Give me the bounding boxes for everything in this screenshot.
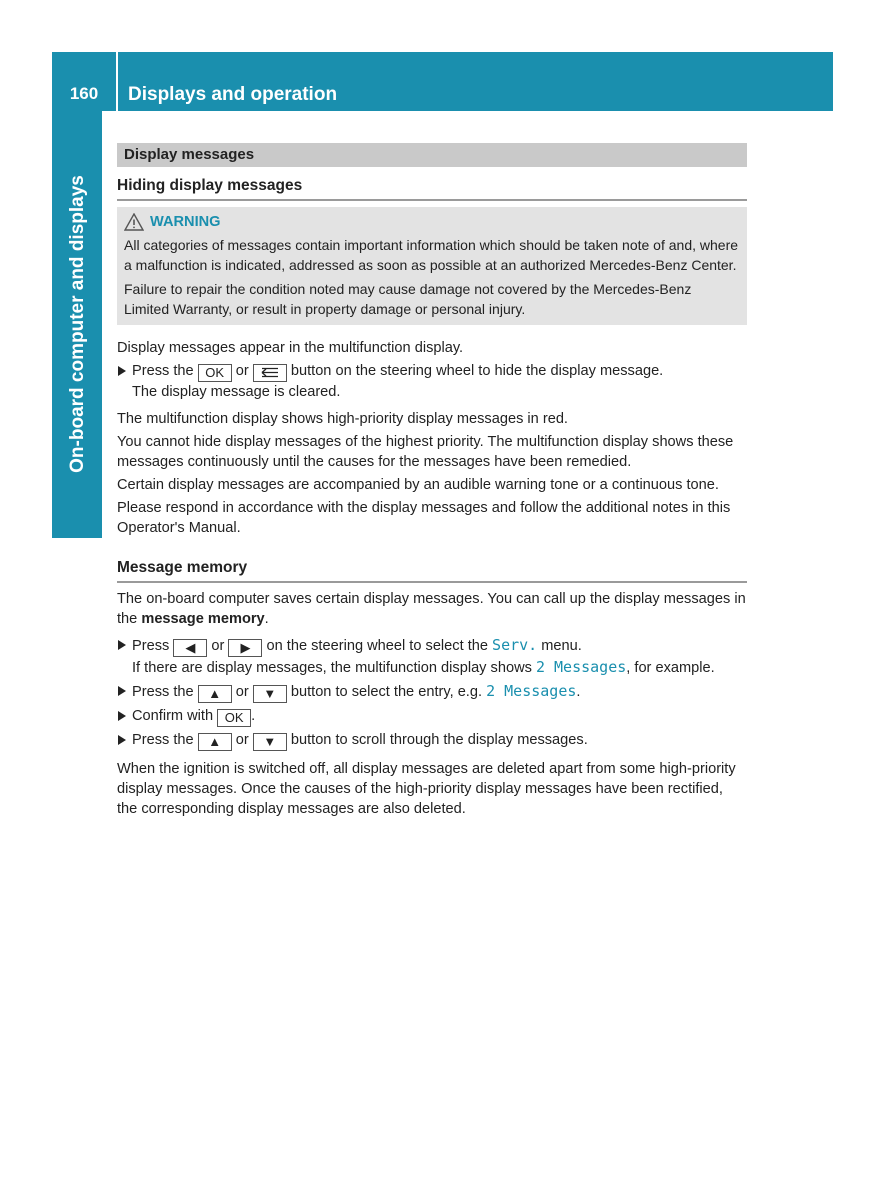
hiding-heading: Hiding display messages: [117, 176, 747, 201]
warning-triangle-icon: [124, 213, 144, 231]
result-text: If there are display messages, the multifunction display shows: [132, 660, 536, 676]
step-text: or: [207, 638, 229, 654]
step-text: Press the: [132, 684, 198, 700]
para-cannot-hide: You cannot hide display messages of the highest priority. The multifunction display shows these messages continuously until the causes for the messages have been remedied.: [117, 434, 734, 470]
memory-closing: When the ignition is switched off, all display messages are deleted apart from some high-priority display messages. Once the causes of the high-priority display messages have been rectified, the corresponding display messages are also deleted.: [117, 761, 736, 817]
step-text: .: [251, 708, 256, 724]
hiding-step-1: [117, 361, 747, 382]
page-number: 160: [69, 84, 99, 103]
back-arrow-icon: [260, 367, 280, 378]
step-text: button to scroll through the display messages.: [286, 732, 588, 748]
warning-title: WARNING: [150, 214, 221, 230]
section-title: Display messages: [117, 143, 747, 167]
para-warning-tone: Certain display messages are accompanied by an audible warning tone or a continuous tone.: [117, 477, 719, 493]
memory-step-3: [117, 706, 747, 727]
step-text: Press: [132, 638, 174, 654]
intro-text: The on-board computer saves certain display messages. You can call up the display messages in the: [117, 591, 746, 627]
back-button-key: [253, 364, 287, 382]
side-tab-label: On-board computer and displays: [67, 175, 88, 473]
left-key: ◀: [173, 639, 207, 657]
para-respond: Please respond in accordance with the display messages and follow the additional notes in this Operator's Manual.: [117, 500, 731, 536]
memory-step-1-result: [117, 657, 747, 678]
step-text: button on the steering wheel to hide the display message.: [286, 363, 664, 379]
memory-step-4: [117, 730, 747, 751]
step-text: .: [576, 684, 581, 700]
warning-title-row: [124, 212, 740, 232]
memory-step-1: [117, 635, 747, 657]
down-key: ▼: [253, 685, 287, 703]
page-title: Displays and operation: [128, 84, 338, 105]
hiding-step-1-result: The display message is cleared.: [132, 384, 341, 400]
step-text: Press the: [132, 732, 198, 748]
warning-box: [117, 207, 747, 325]
memory-heading: Message memory: [117, 558, 747, 583]
right-key: ▶: [228, 639, 262, 657]
up-key: ▲: [198, 733, 232, 751]
up-key: ▲: [198, 685, 232, 703]
hiding-intro: Display messages appear in the multifunction display.: [117, 340, 464, 356]
memory-step-2: [117, 681, 747, 703]
display-code: Serv.: [492, 636, 538, 654]
step-text: Confirm with: [132, 708, 218, 724]
down-key: ▼: [253, 733, 287, 751]
step-text: button to select the entry, e.g.: [286, 684, 487, 700]
header-divider: [116, 52, 118, 111]
intro-text: .: [264, 611, 269, 627]
display-code: 2 Messages: [486, 682, 577, 700]
step-text: or: [231, 684, 253, 700]
display-code: 2 Messages: [535, 658, 627, 676]
warning-text-2: Failure to repair the condition noted may cause damage not covered by the Mercedes-Benz Limited Warranty, or result in property damage or personal injury.: [124, 281, 692, 317]
step-text: or: [231, 732, 253, 748]
ok-key: OK: [198, 364, 232, 382]
step-text: menu.: [537, 638, 582, 654]
step-text: Press the: [132, 363, 198, 379]
ok-key: OK: [217, 709, 251, 727]
para-red: The multifunction display shows high-priority display messages in red.: [117, 411, 568, 427]
result-text: , for example.: [626, 660, 715, 676]
page-content: [117, 143, 747, 819]
step-text: or: [231, 363, 253, 379]
step-text: on the steering wheel to select the: [262, 638, 493, 654]
warning-text-1: All categories of messages contain important information which should be taken note of and, where a malfunction is indicated, addressed as soon as possible at an authorized Mercedes-Benz Center.: [124, 237, 739, 273]
memory-intro: [117, 589, 747, 629]
intro-bold: message memory: [141, 611, 265, 627]
